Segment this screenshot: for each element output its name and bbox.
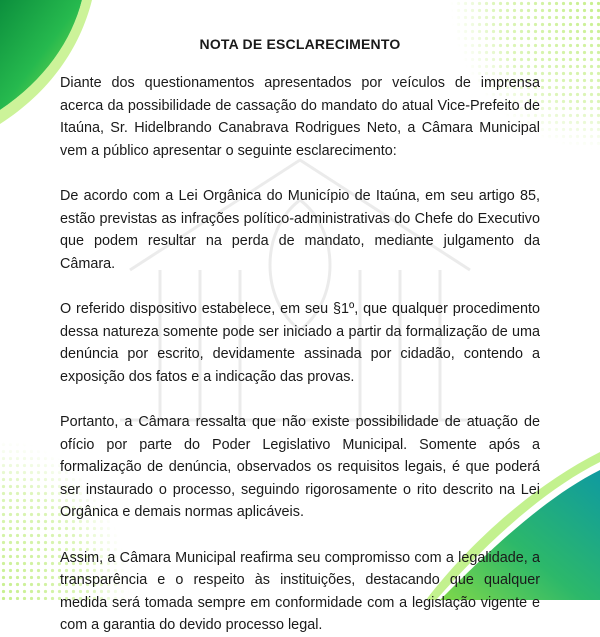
paragraph-5: Assim, a Câmara Municipal reafirma seu compromisso com a legalidade, a transparência e o respeito às instituições, destacando que qualquer medida será tomada sempre em conformidade com a legislação vigente e com a garantia do devido processo legal. [60,549,540,633]
paragraph-4: Portanto, a Câmara ressalta que não existe possibilidade de atuação de ofício por parte do Poder Legislativo Municipal. Somente após a formalização de denúncia, observados os requisitos legais, é que poderá ser instaurado o processo, seguindo rigorosamente o rito descrito na Lei Orgânica e demais normas aplicáveis. [60,414,540,520]
paragraph-3: O referido dispositivo estabelece, em seu §1º, que qualquer procedimento dessa natureza somente pode ser iniciado a partir da formalização de uma denúncia por escrito, devidamente assinada por cidadão, contendo a exposição dos fatos e a indicação das provas. [60,301,540,385]
note-content [60,36,540,637]
note-title: NOTA DE ESCLARECIMENTO [199,36,401,52]
paragraph-1: Diante dos questionamentos apresentados por veículos de imprensa acerca da possibilidade de cassação do mandato do atual Vice-Prefeito de Itaúna, Sr. Hidelbrando Canabrava Rodrigues Neto, a Câmara Municipal vem a público apresentar o seguinte esclarecimento: [60,75,540,159]
paragraph-2: De acordo com a Lei Orgânica do Município de Itaúna, em seu artigo 85, estão previstas as infrações político-administrativas do Chefe do Executivo que podem resultar na perda de mandato, mediante julgamento da Câmara. [60,188,540,272]
